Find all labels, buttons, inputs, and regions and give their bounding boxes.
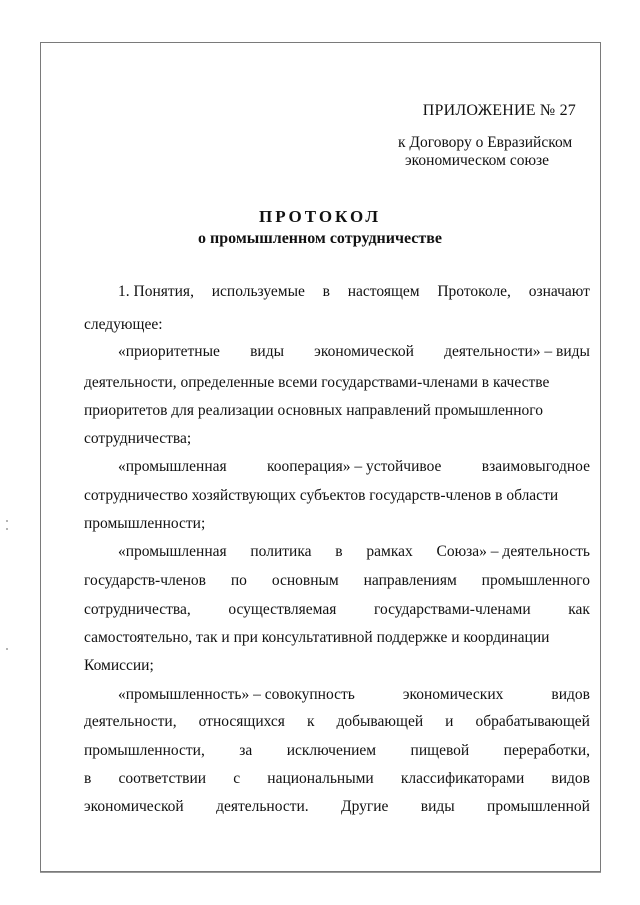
document-title: ПРОТОКОЛ — [258, 207, 381, 226]
word-group: «промышленная — [118, 543, 227, 560]
word-group: взаимовыгодное — [481, 458, 590, 475]
word-group: деятельности. — [216, 798, 309, 815]
word-group: промышленности; — [84, 515, 206, 532]
word-group: национальными — [267, 770, 374, 787]
word-group: 1. Понятия, — [118, 283, 194, 300]
word-group: к — [306, 713, 315, 730]
word-group: видов — [551, 770, 590, 787]
word-group: видов — [551, 686, 590, 703]
text-line — [84, 742, 590, 760]
text-line — [84, 657, 590, 675]
scan-artifact — [6, 528, 8, 530]
word-group: Союза» – деятельность — [436, 543, 590, 560]
word-group: деятельности» – виды — [444, 343, 590, 360]
text-line — [84, 515, 590, 533]
word-group: переработки, — [503, 742, 590, 759]
word-group: направлениям — [363, 572, 457, 589]
text-line — [118, 343, 590, 361]
word-group: государствами-членами — [373, 601, 531, 618]
word-group: сотрудничество хозяйствующих субъектов государств-членов в области — [84, 487, 559, 504]
word-group: промышленной — [487, 798, 590, 815]
word-group: экономической — [84, 798, 184, 815]
word-group: экономических — [402, 686, 504, 703]
word-group: в — [84, 770, 92, 787]
text-line — [118, 283, 590, 301]
word-group: «промышленная — [118, 458, 227, 475]
word-group: Другие — [341, 798, 389, 815]
word-group: промышленного — [481, 572, 590, 589]
text-line — [84, 770, 590, 788]
word-group: используемые — [211, 283, 305, 300]
word-group: означают — [528, 283, 590, 300]
word-group: с — [233, 770, 241, 787]
word-group: Комиссии; — [84, 657, 154, 674]
word-group: в — [322, 283, 330, 300]
word-group: «промышленность» – совокупность — [118, 686, 355, 703]
word-group: политика — [250, 543, 312, 560]
word-group: исключением — [286, 742, 377, 759]
word-group: самостоятельно, так и при консультативной поддержке и координации — [84, 629, 550, 646]
word-group: как — [568, 601, 590, 618]
word-group: по — [230, 572, 247, 589]
text-line — [84, 402, 590, 420]
word-group: классификаторами — [400, 770, 525, 787]
word-group: кооперация» – устойчивое — [267, 458, 442, 475]
word-group: сотрудничества; — [84, 430, 192, 447]
word-group: основным — [271, 572, 339, 589]
word-group: экономической — [314, 343, 414, 360]
word-group: соответствии — [118, 770, 207, 787]
scan-artifact — [6, 648, 8, 650]
word-group: деятельности, — [84, 713, 177, 730]
word-group: приоритетов для реализации основных направлений промышленного — [84, 402, 543, 419]
text-line — [84, 487, 590, 505]
word-group: промышленности, — [84, 742, 205, 759]
text-line — [84, 601, 590, 619]
word-group: государств-членов — [84, 572, 206, 589]
word-group: за — [239, 742, 253, 759]
word-group: сотрудничества, — [84, 601, 191, 618]
text-line — [118, 686, 590, 704]
word-group: деятельности, определенные всеми государствами-членами в качестве — [84, 374, 550, 391]
word-group: следующее: — [84, 316, 163, 333]
agreement-ref-line-2: экономическом союзе — [405, 152, 550, 169]
word-group: виды — [250, 343, 284, 360]
text-line — [118, 543, 590, 561]
text-line — [84, 374, 590, 392]
word-group: в — [335, 543, 343, 560]
text-line — [84, 713, 590, 731]
word-group: добывающей — [336, 713, 424, 730]
word-group: «приоритетные — [118, 343, 220, 360]
text-line — [84, 430, 590, 448]
text-line — [84, 572, 590, 590]
text-line — [84, 316, 590, 334]
scan-artifact — [6, 520, 8, 522]
appendix-label: ПРИЛОЖЕНИЕ № 27 — [422, 102, 576, 119]
word-group: пищевой — [410, 742, 470, 759]
document-subtitle: о промышленном сотрудничестве — [198, 230, 442, 247]
agreement-ref-line-1: к Договору о Евразийском — [398, 134, 573, 151]
word-group: обрабатывающей — [475, 713, 590, 730]
word-group: осуществляемая — [228, 601, 337, 618]
word-group: рамках — [366, 543, 413, 560]
word-group: настоящем — [347, 283, 420, 300]
word-group: относящихся — [198, 713, 285, 730]
word-group: и — [445, 713, 454, 730]
text-line — [84, 629, 590, 647]
word-group: Протоколе, — [437, 283, 511, 300]
word-group: виды — [420, 798, 455, 815]
text-line — [84, 798, 590, 816]
text-line — [118, 458, 590, 476]
